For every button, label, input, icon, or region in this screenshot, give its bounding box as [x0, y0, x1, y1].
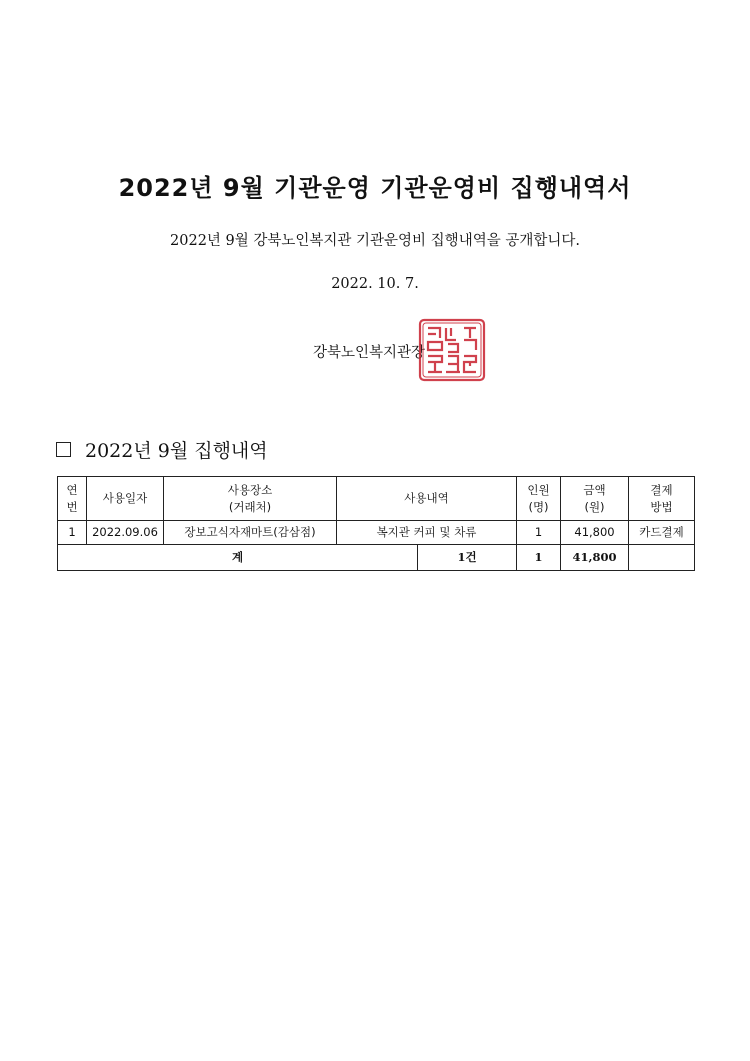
cell-no: 1 — [58, 521, 87, 545]
header-method: 결제 방법 — [629, 477, 695, 521]
table-header-row — [58, 477, 695, 521]
section-heading-text: 2022년 9월 집행내역 — [85, 440, 268, 462]
document-title: 2022년 9월 기관운영 기관운영비 집행내역서 — [118, 174, 632, 202]
expense-table — [57, 476, 695, 571]
cell-date: 2022.09.06 — [87, 521, 164, 545]
table-total-row — [58, 545, 695, 571]
header-no: 연 번 — [58, 477, 87, 521]
total-count: 1건 — [457, 550, 477, 564]
header-people: 인원 (명) — [517, 477, 561, 521]
cell-people: 1 — [517, 521, 561, 545]
total-method — [629, 545, 695, 571]
official-seal-icon — [418, 318, 486, 382]
header-amount: 금액 (원) — [561, 477, 629, 521]
section-heading — [56, 436, 268, 463]
document-date: 2022. 10. 7. — [331, 276, 419, 292]
cell-place: 장보고식자재마트(감삼점) — [164, 521, 337, 545]
header-purpose: 사용내역 — [337, 477, 517, 521]
total-amount: 41,800 — [561, 545, 629, 571]
header-date: 사용일자 — [87, 477, 164, 521]
total-label: 계 — [58, 545, 418, 570]
document-subtitle: 2022년 9월 강북노인복지관 기관운영비 집행내역을 공개합니다. — [170, 233, 580, 249]
issuer-name: 강북노인복지관장 — [313, 345, 426, 361]
cell-purpose: 복지관 커피 및 차류 — [337, 521, 517, 545]
cell-method: 카드결제 — [629, 521, 695, 545]
table-row — [58, 521, 695, 545]
header-place: 사용장소 (거래처) — [164, 477, 337, 521]
total-people: 1 — [517, 545, 561, 571]
total-label-cell — [58, 545, 517, 571]
cell-amount: 41,800 — [561, 521, 629, 545]
square-bullet-icon — [56, 442, 71, 457]
